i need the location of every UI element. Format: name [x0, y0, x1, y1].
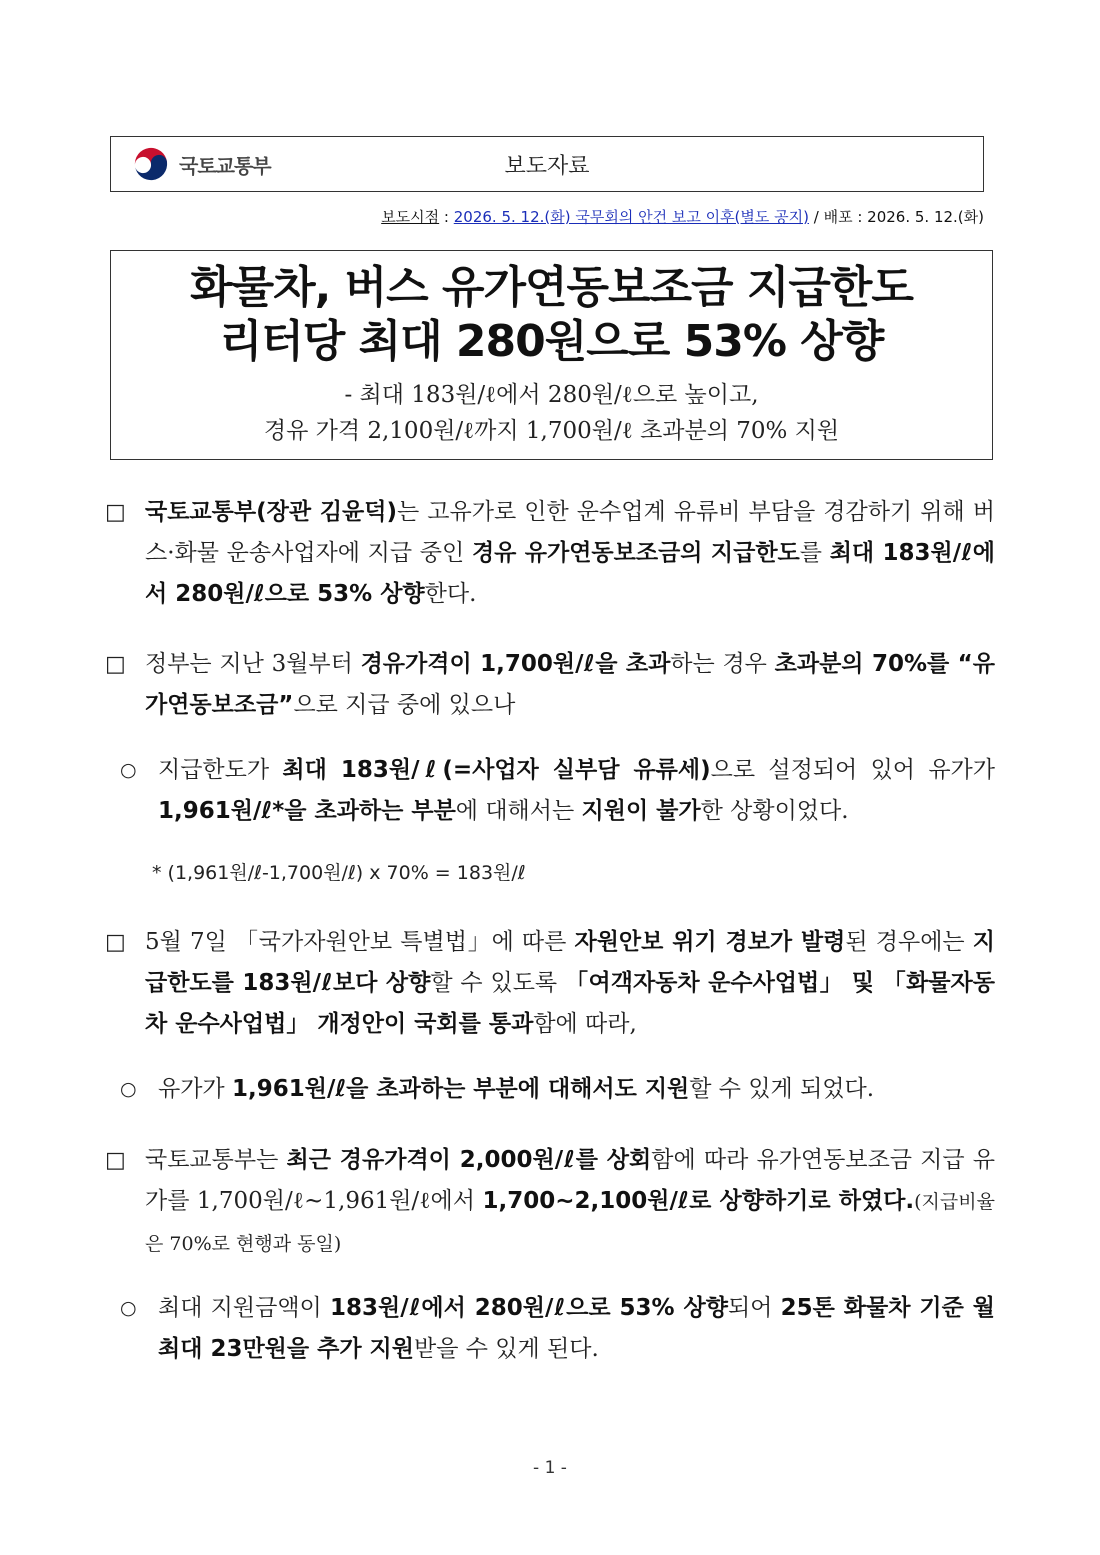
paragraph-2	[105, 644, 995, 726]
subparagraph-4a	[120, 1288, 995, 1370]
paragraph-4	[105, 1140, 995, 1265]
p2-seg-1: 경유가격이 1,700원/ℓ을 초과	[360, 651, 671, 677]
title-box	[110, 250, 993, 460]
subheadline-line-2: 경유 가격 2,100원/ℓ까지 1,700원/ℓ 초과분의 70% 지원	[263, 418, 840, 444]
release-sep: :	[439, 208, 454, 226]
subheadline-line-1: - 최대 183원/ℓ에서 280원/ℓ으로 높이고,	[344, 382, 759, 408]
circle-bullet: ○	[120, 1297, 137, 1319]
p4-seg-2: 함에 따라 유가연동보조금 지급 유가를 1,700원/ℓ~1,961원/ℓ에서	[145, 1147, 996, 1214]
p1-seg-5: 한다.	[424, 581, 477, 607]
page-number: - 1 -	[533, 1458, 567, 1478]
p1-seg-4: 최대 183원/ℓ에서 280원/ℓ으로 53% 상향	[145, 540, 995, 607]
p2-seg-0: 정부는 지난 3월부터	[145, 651, 361, 677]
p2a-seg-4: 에 대해서는	[455, 798, 582, 824]
p3-seg-4: 할 수 있도록	[430, 970, 565, 996]
p3-seg-5: 「여객자동차 운수사업법」 및 「화물자동차 운수사업법」 개정안이 국회를 통과	[145, 970, 995, 1037]
paragraph-1	[105, 492, 995, 615]
subparagraph-2a	[120, 750, 995, 832]
square-bullet: □	[105, 652, 126, 677]
circle-bullet: ○	[120, 759, 137, 781]
p4a-seg-4: 받을 수 있게 된다.	[414, 1336, 599, 1362]
p2-seg-3: 초과분의 70%를 “유가연동보조금”	[145, 651, 995, 718]
press-release-label: 보도자료	[504, 154, 590, 179]
p3-seg-0: 5월 7일 「국가자원안보 특별법」에 따른	[145, 929, 575, 955]
release-prefix: 보도시점	[381, 208, 440, 226]
p4a-seg-0: 최대 지원금액이	[158, 1295, 331, 1321]
p1-seg-0: 국토교통부(장관 김윤덕)	[145, 499, 397, 525]
p3-seg-1: 자원안보 위기 경보가 발령	[574, 929, 846, 955]
square-bullet: □	[105, 930, 126, 955]
p1-seg-3: 를	[799, 540, 830, 566]
subparagraph-3a	[120, 1069, 995, 1110]
p1-seg-2: 경유 유가연동보조금의 지급한도	[471, 540, 800, 566]
p3a-seg-2: 할 수 있게 되었다.	[689, 1076, 875, 1102]
square-bullet: □	[105, 1148, 126, 1173]
p4-seg-4: (지급비율은 70%로 현행과 동일)	[145, 1191, 995, 1255]
ministry-name: 국토교통부	[179, 153, 271, 178]
p2a-seg-1: 최대 183원/ℓ(=사업자 실부담 유류세)	[282, 757, 711, 783]
release-time-line	[381, 206, 984, 227]
p2a-seg-3: 1,961원/ℓ*을 초과하는 부분	[158, 798, 456, 824]
p1-seg-1: 는 고유가로 인한 운수업계 유류비 부담을 경감하기 위해 버스·화물 운송사업자에 지급 중인	[145, 499, 995, 566]
p4-seg-1: 최근 경유가격이 2,000원/ℓ를 상회	[286, 1147, 652, 1173]
circle-bullet: ○	[120, 1078, 137, 1100]
p3-seg-2: 된 경우에는	[845, 929, 973, 955]
p4a-seg-2: 되어	[727, 1295, 781, 1321]
p2-seg-2: 하는 경우	[670, 651, 775, 677]
p3a-seg-1: 1,961원/ℓ을 초과하는 부분에 대해서도 지원	[231, 1076, 690, 1102]
p4a-seg-1: 183원/ℓ에서 280원/ℓ으로 53% 상향	[330, 1295, 728, 1321]
square-bullet: □	[105, 500, 126, 525]
p4-seg-0: 국토교통부는	[145, 1147, 287, 1173]
p2a-seg-5: 지원이 불가	[581, 798, 701, 824]
release-time: 2026. 5. 12.(화) 국무회의 안건 보고 이후(별도 공지)	[453, 208, 809, 226]
p3-seg-6: 함에 따라,	[533, 1011, 637, 1037]
headline-line-1: 화물차, 버스 유가연동보조금 지급한도	[190, 262, 913, 313]
p3-seg-3: 지급한도를 183원/ℓ보다 상향	[145, 929, 995, 996]
distribution-time: / 배포 : 2026. 5. 12.(화)	[809, 208, 984, 226]
headline-line-2: 리터당 최대 280원으로 53% 상향	[219, 316, 884, 367]
paragraph-3	[105, 922, 995, 1045]
p2a-seg-6: 한 상황이었다.	[700, 798, 849, 824]
footnote: * (1,961원/ℓ-1,700원/ℓ) x 70% = 183원/ℓ	[152, 862, 526, 884]
p3a-seg-0: 유가가	[158, 1076, 232, 1102]
p2a-seg-2: 으로 설정되어 있어 유가가	[710, 757, 995, 783]
p2a-seg-0: 지급한도가	[158, 757, 283, 783]
header-box	[110, 136, 984, 192]
p4-seg-3: 1,700~2,100원/ℓ로 상향하기로 하였다.	[482, 1188, 915, 1214]
p4a-seg-3: 25톤 화물차 기준 월 최대 23만원을 추가 지원	[158, 1295, 995, 1362]
p2-seg-4: 으로 지급 중에 있으나	[293, 692, 516, 718]
